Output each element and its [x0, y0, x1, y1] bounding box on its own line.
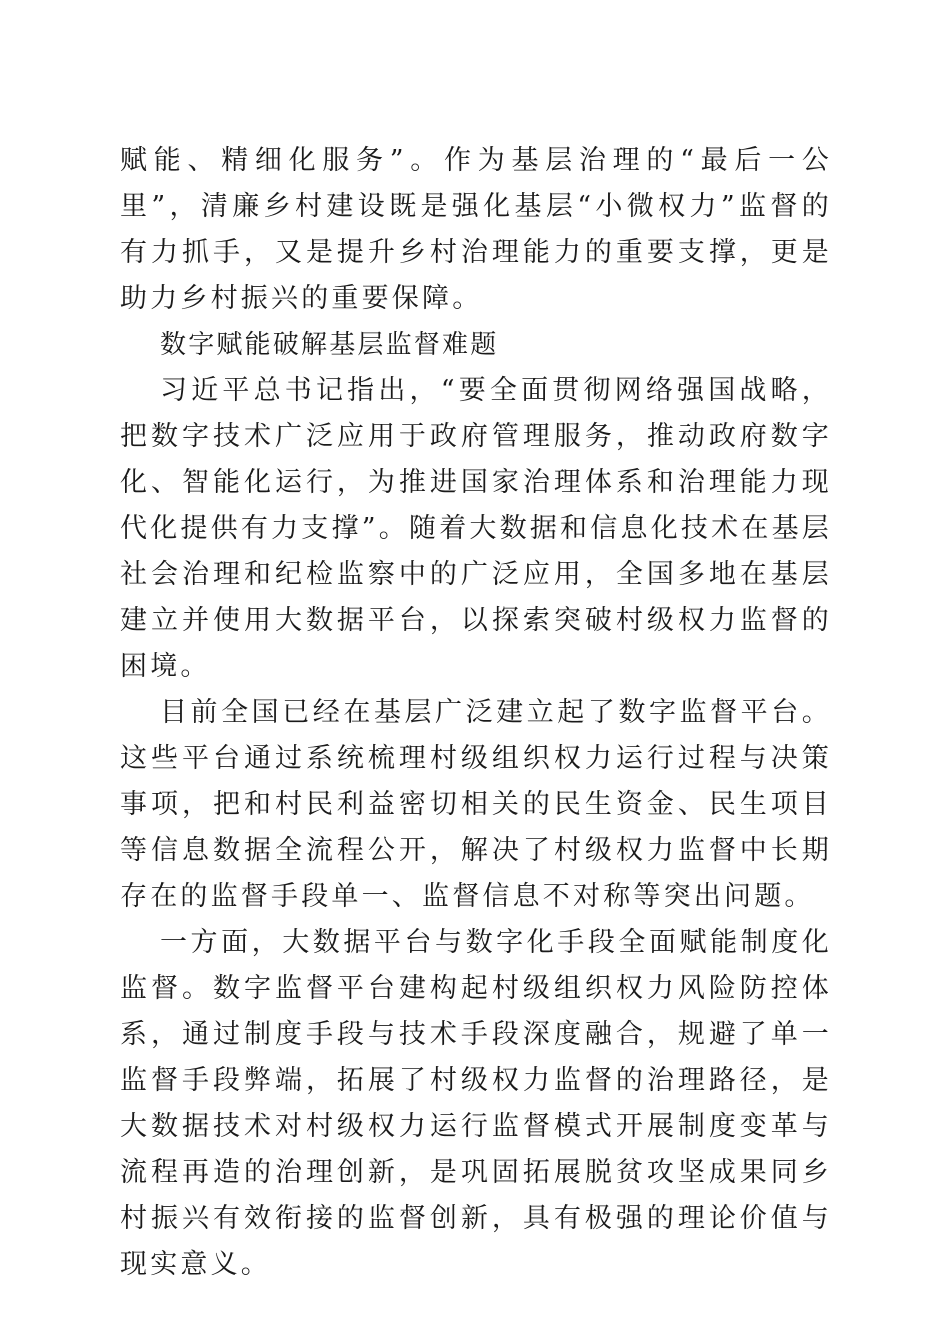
paragraph-body: 习近平总书记指出，“要全面贯彻网络强国战略，把数字技术广泛应用于政府管理服务，推动政府数字化、智能化运行，为推进国家治理体系和治理能力现代化提供有力支撑”。随着大数据和信息化技术在基层社会治理和纪检监察中的广泛应用，全国多地在基层建立并使用大数据平台，以探索突破村级权力监督的困境。	[120, 375, 832, 682]
document-body	[120, 138, 832, 1288]
paragraph-body: 目前全国已经在基层广泛建立起了数字监督平台。这些平台通过系统梳理村级组织权力运行过程与决策事项，把和村民利益密切相关的民生资金、民生项目等信息数据全流程公开，解决了村级权力监督中长期存在的监督手段单一、监督信息不对称等突出问题。	[120, 697, 832, 912]
paragraph-body: 一方面，大数据平台与数字化手段全面赋能制度化监督。数字监督平台建构起村级组织权力风险防控体系，通过制度手段与技术手段深度融合，规避了单一监督手段弊端，拓展了村级权力监督的治理路径，是大数据技术对村级权力运行监督模式开展制度变革与流程再造的治理创新，是巩固拓展脱贫攻坚成果同乡村振兴有效衔接的监督创新，具有极强的理论价值与现实意义。	[120, 927, 832, 1280]
paragraph-continuation: 赋能、精细化服务”。作为基层治理的“最后一公里”，清廉乡村建设既是强化基层“小微权力”监督的有力抓手，又是提升乡村治理能力的重要支撑，更是助力乡村振兴的重要保障。	[120, 145, 832, 314]
section-heading: 数字赋能破解基层监督难题	[160, 330, 499, 360]
